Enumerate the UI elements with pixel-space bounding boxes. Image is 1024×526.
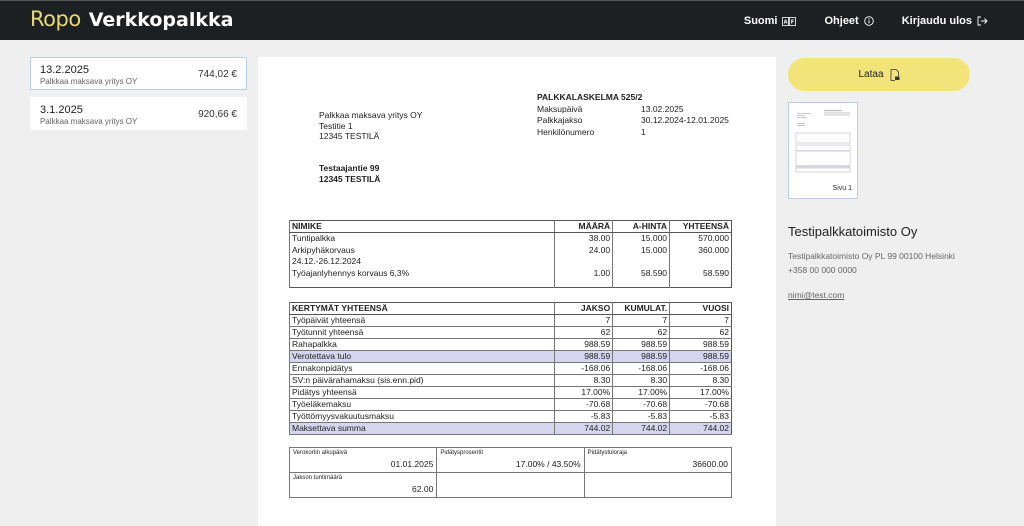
cell: 1.00 (555, 268, 613, 280)
office-address: Testipalkkatoimisto Oy PL 99 00100 Helsinki (788, 251, 955, 261)
cell (670, 256, 732, 268)
meta-row (537, 104, 729, 116)
table-row (290, 363, 732, 375)
income-limit-cell (584, 448, 731, 473)
cell: 58.590 (613, 268, 670, 280)
cell: SV:n päivärahamaksu (sis.enn.pid) (290, 375, 555, 387)
field-value: 36600.00 (692, 459, 728, 469)
empty-cell (437, 473, 584, 498)
withholding-pct-cell (437, 448, 584, 473)
cell: 7 (613, 315, 670, 327)
cell: 24.12.-26.12.2024 (290, 256, 555, 268)
app-title: Verkkopalkka (88, 9, 234, 31)
table-spacer (290, 279, 732, 287)
cell: 58.590 (670, 268, 732, 280)
svg-text:A: A (784, 19, 788, 25)
cell: -168.06 (555, 363, 613, 375)
table-row (290, 327, 732, 339)
meta-row (537, 127, 729, 139)
cell: 988.59 (555, 339, 613, 351)
logout-label: Kirjaudu ulos (901, 15, 972, 27)
cell: 24.00 (555, 244, 613, 256)
meta-row (537, 115, 729, 127)
cell: -70.68 (555, 399, 613, 411)
office-phone: +358 00 000 0000 (788, 265, 857, 275)
cell: Maksettava summa (290, 423, 555, 435)
cell: 17.00% (613, 387, 670, 399)
cell: -70.68 (613, 399, 670, 411)
column-header: NIMIKE (290, 221, 555, 233)
cell: -70.68 (670, 399, 732, 411)
cell: Työajanlyhennys korvaus 6,3% (290, 268, 555, 280)
items-table (289, 220, 732, 288)
recipient-street: Testaajantie 99 (319, 163, 380, 173)
top-bar (0, 0, 1024, 40)
field-value: 62.00 (412, 484, 434, 494)
payslip-item[interactable] (30, 97, 247, 130)
svg-text:F: F (791, 19, 795, 25)
language-button[interactable] (744, 15, 797, 27)
cell: 744.02 (670, 423, 732, 435)
cell: 570.000 (670, 233, 732, 245)
download-label: Lataa (858, 69, 884, 80)
field-label: Verokortin alkupäivä (293, 450, 348, 456)
table-row (290, 233, 732, 245)
tax-info-table (289, 447, 732, 498)
column-header: KUMULAT. (613, 303, 670, 315)
cell: Rahapalkka (290, 339, 555, 351)
table-row-total (290, 423, 732, 435)
empty-cell (584, 473, 731, 498)
page-thumbnail[interactable] (788, 102, 858, 199)
field-value: 17.00% / 43.50% (515, 459, 581, 469)
top-nav (744, 1, 1024, 41)
cell: Työpäivät yhteensä (290, 315, 555, 327)
cell: -5.83 (555, 411, 613, 423)
meta-value: 30.12.2024-12.01.2025 (641, 115, 729, 125)
cell: 744.02 (613, 423, 670, 435)
cell: 15.000 (613, 244, 670, 256)
payslip-date: 13.2.2025 (40, 64, 89, 76)
payroll-office-contact (788, 249, 970, 277)
cell: -168.06 (670, 363, 732, 375)
payroll-office-name: Testipalkkatoimisto Oy (788, 224, 918, 239)
cell: 15.000 (613, 233, 670, 245)
payslip-date: 3.1.2025 (40, 104, 83, 116)
column-header: VUOSI (670, 303, 732, 315)
cell: 988.59 (670, 351, 732, 363)
payslip-amount: 920,66 € (198, 109, 237, 120)
brand[interactable] (30, 7, 233, 31)
cell: 744.02 (555, 423, 613, 435)
payslip-payer: Palkkaa maksava yritys OY (40, 77, 138, 86)
payslip-amount: 744,02 € (198, 69, 237, 80)
help-label: Ohjeet (824, 15, 859, 27)
field-label: Jakson tuntimäärä (293, 475, 343, 481)
column-header: KERTYMÄT YHTEENSÄ (290, 303, 555, 315)
document-header (537, 92, 729, 138)
table-row (290, 399, 732, 411)
cell: 8.30 (555, 375, 613, 387)
right-panel (788, 58, 970, 303)
table-row (290, 387, 732, 399)
info-icon (864, 16, 874, 26)
download-button[interactable] (788, 58, 970, 91)
table-row-highlight (290, 351, 732, 363)
column-header: MÄÄRÄ (555, 221, 613, 233)
cell: -5.83 (613, 411, 670, 423)
column-header: JAKSO (555, 303, 613, 315)
field-label: Pidätysprosentit (440, 450, 484, 456)
cell: 62 (670, 327, 732, 339)
cell: 8.30 (670, 375, 732, 387)
cell: Tuntipalkka (290, 233, 555, 245)
column-header: YHTEENSÄ (670, 221, 732, 233)
table-row (290, 268, 732, 280)
document-title: PALKKALASKELMA 525/2 (537, 92, 643, 102)
cell: 988.59 (670, 339, 732, 351)
pdf-file-icon (890, 69, 900, 81)
payslip-payer: Palkkaa maksava yritys OY (40, 117, 138, 126)
column-header: A-HINTA (613, 221, 670, 233)
recipient-city: 12345 TESTILÄ (319, 173, 381, 184)
cell: Verotettava tulo (290, 351, 555, 363)
meta-value: 13.02.2025 (641, 103, 684, 114)
period-hours-cell (290, 473, 437, 498)
cell (555, 256, 613, 268)
meta-value: 1 (641, 126, 646, 137)
table-row (290, 315, 732, 327)
table-row (290, 256, 732, 268)
table-row (290, 244, 732, 256)
thumbnail-preview-icon (789, 103, 857, 173)
cell: Työeläkemaksu (290, 399, 555, 411)
cell: Arkipyhäkorvaus (290, 244, 555, 256)
language-icon (782, 17, 796, 26)
payslip-list (30, 57, 247, 137)
sender-city: 12345 TESTILÄ (319, 131, 380, 141)
cell: 7 (670, 315, 732, 327)
table-row (290, 411, 732, 423)
cell: 17.00% (555, 387, 613, 399)
table-header (290, 221, 732, 233)
cell: 38.00 (555, 233, 613, 245)
cell: -5.83 (670, 411, 732, 423)
cell: 988.59 (613, 351, 670, 363)
language-label: Suomi (743, 15, 778, 27)
cell: 988.59 (555, 351, 613, 363)
field-label: Pidätystuloraja (587, 450, 628, 456)
meta-label: Palkkajakso (537, 115, 583, 125)
office-email-link[interactable]: nimi@test.com (788, 290, 845, 300)
table-row (290, 339, 732, 351)
tax-card-start-cell (290, 448, 437, 473)
help-button[interactable] (824, 15, 873, 27)
cell: 17.00% (670, 387, 732, 399)
cell: 62 (555, 327, 613, 339)
brand-logo: Ropo (30, 7, 81, 31)
cell: Ennakonpidätys (290, 363, 555, 375)
logout-button[interactable] (902, 15, 988, 27)
meta-label: Maksupäivä (537, 103, 583, 114)
cell: Pidätys yhteensä (290, 387, 555, 399)
cell: Työtunnit yhteensä (290, 327, 555, 339)
payslip-item[interactable] (30, 57, 247, 90)
sender-address (319, 110, 422, 142)
totals-table (289, 302, 732, 435)
meta-label: Henkilönumero (537, 126, 595, 137)
cell: 988.59 (613, 339, 670, 351)
cell: Työttömyysvakuutusmaksu (290, 411, 555, 423)
cell: 360.000 (670, 244, 732, 256)
cell: 62 (613, 327, 670, 339)
field-value: 01.01.2025 (390, 459, 434, 469)
cell: 8.30 (613, 375, 670, 387)
cell (613, 256, 670, 268)
recipient-address (319, 163, 380, 184)
cell: 7 (555, 315, 613, 327)
payslip-document (258, 57, 776, 526)
table-header (290, 303, 732, 315)
sender-name: Palkkaa maksava yritys OY (319, 110, 423, 120)
sender-street: Testitie 1 (319, 120, 353, 131)
table-row (290, 375, 732, 387)
thumbnail-page-label: Sivu 1 (832, 185, 852, 192)
cell: -168.06 (613, 363, 670, 375)
logout-icon (977, 16, 988, 26)
